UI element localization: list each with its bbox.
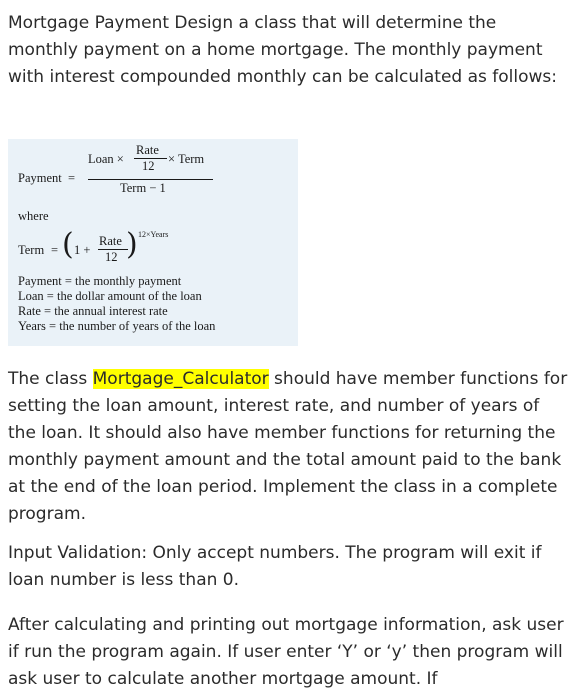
left-paren: (: [62, 227, 74, 262]
rate-numerator: Rate: [136, 143, 159, 157]
exponent: 12×Years: [138, 230, 169, 239]
term-minus-one: Term − 1: [120, 181, 166, 195]
p2-lead: The class: [8, 369, 93, 389]
right-paren: ): [126, 227, 138, 262]
class-name-highlight: Mortgage_Calculator: [92, 369, 269, 389]
one-plus: 1 +: [74, 243, 91, 257]
rate-denominator: 12: [142, 159, 155, 173]
payment-label: Payment: [18, 171, 62, 185]
run-again-paragraph: After calculating and printing out mortgage information, ask user if run the program again. If user enter ‘Y’ or ‘y’ then program will ask user to calculate another mortgage amount. If: [8, 615, 564, 689]
term-rate: Rate: [99, 234, 122, 248]
main-fraction-line: [88, 179, 213, 180]
input-validation-paragraph: Input Validation: Only accept numbers. The program will exit if loan number is less than 0.: [8, 543, 542, 590]
intro-paragraph: Mortgage Payment Design a class that will determine the monthly payment on a home mortgage. The monthly payment with interest compounded monthly can be calculated as follows:: [8, 13, 558, 87]
definition-payment: Payment = the monthly payment: [18, 274, 182, 288]
p2-rest: should have member functions for setting the loan amount, interest rate, and number of years of the loan. It should also have member functions for returning the monthly payment amount and the total amount paid to the bank at the end of the loan period. Implement the class in a complete program.: [8, 369, 568, 524]
times-term: × Term: [168, 152, 205, 166]
formula-figure: [8, 139, 298, 346]
definition-rate: Rate = the annual interest rate: [18, 304, 168, 318]
loan-times: Loan ×: [88, 152, 124, 166]
definition-loan: Loan = the dollar amount of the loan: [18, 289, 202, 303]
term-twelve: 12: [105, 250, 118, 264]
definition-list: [18, 274, 215, 334]
equals-sign: =: [68, 171, 76, 185]
class-description-paragraph: [8, 366, 568, 528]
term-equals: =: [51, 243, 59, 257]
definition-years: Years = the number of years of the loan: [18, 319, 216, 333]
where-label: where: [18, 209, 49, 223]
term-label: Term: [18, 243, 45, 257]
